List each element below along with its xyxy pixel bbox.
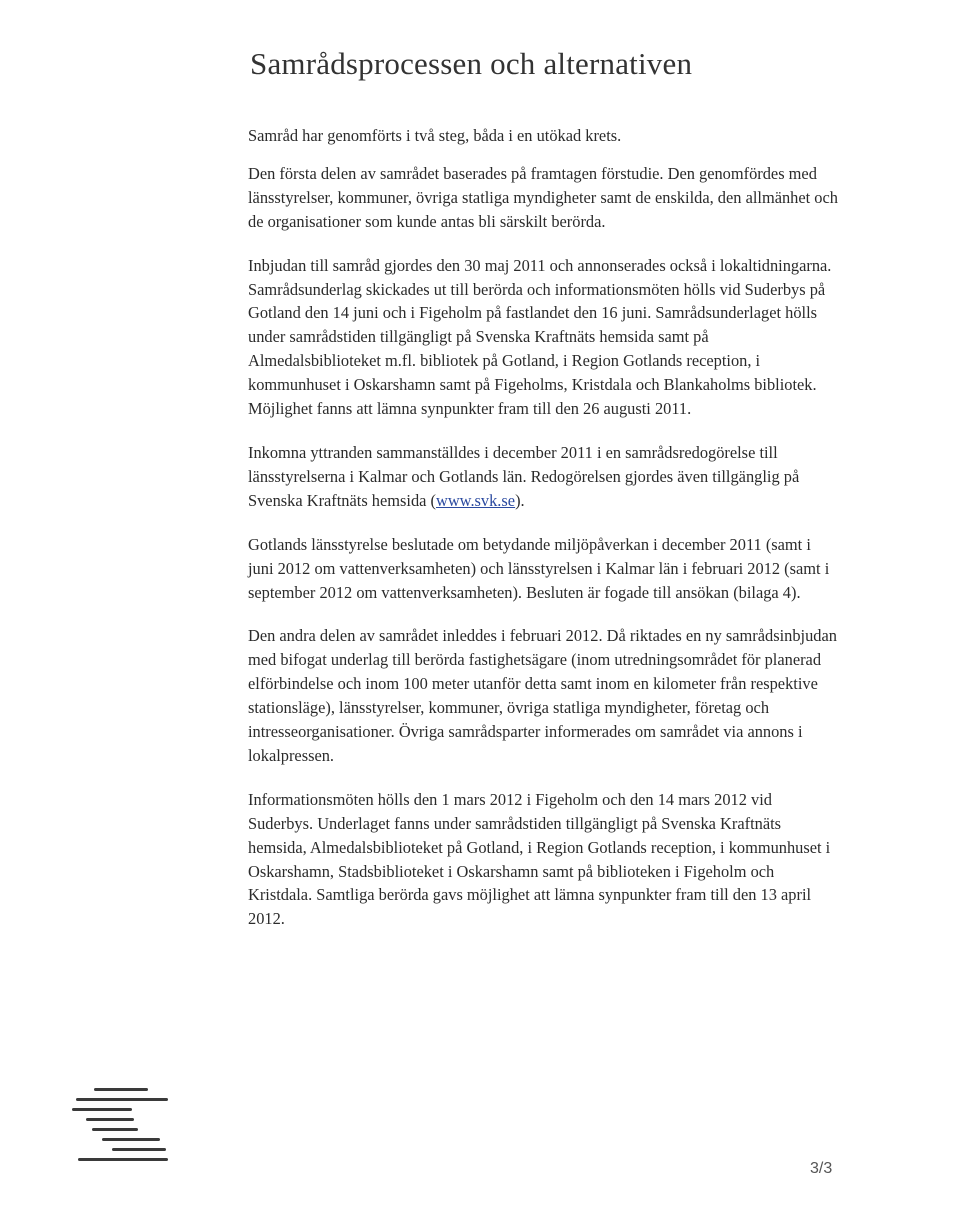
paragraph: Informationsmöten hölls den 1 mars 2012 i Figeholm och den 14 mars 2012 vid Suderbys. Underlaget fanns under samrådstiden tillgängligt på Svenska Kraftnäts hemsida, Almedalsbiblioteket på Gotland, i Region Gotlands reception, i kommunhuset i Oskarshamn, Stadsbiblioteket i Oskarshamn samt på biblioteken i Figeholm och Kristdala. Samtliga berörda gavs möjlighet att lämna synpunkter fram till den 13 april 2012.: [248, 789, 831, 929]
paragraph: Den andra delen av samrådet inleddes i februari 2012. Då riktades en ny samrådsinbjudan med bifogat underlag till berörda fastighetsägare (inom utredningsområdet för planerad elförbindelse och inom 100 meter utanför detta samt inom en kilometer från respektive stationsläge), länsstyrelser, kommuner, övriga statliga myndigheter, företag och intresseorganisationer. Övriga samrådsparter informerades om samrådet via annons i lokalpressen.: [248, 626, 837, 765]
paragraph-text: ).: [515, 490, 525, 510]
paragraph: Gotlands länsstyrelse beslutade om betydande miljöpåverkan i december 2011 (samt i juni 2012 om vattenverksamheten) och länsstyrelsen i Kalmar län i februari 2012 (samt i september 2012 om vattenverksamheten). Besluten är fogade till ansökan (bilaga 4).: [248, 534, 830, 602]
page-number: 3/3: [810, 1160, 833, 1177]
paragraph: Samråd har genomförts i två steg, båda i en utökad krets.: [248, 126, 622, 145]
svenska-kraftnat-logo-icon: [72, 1088, 172, 1170]
svk-website-link[interactable]: www.svk.se: [436, 490, 516, 510]
paragraph-text: Inkomna yttranden sammanställdes i december 2011 i en samrådsredogörelse till länsstyrelserna i Kalmar och Gotlands län. Redogörelsen gjordes även tillgänglig på Svenska Kraftnäts hemsida (: [248, 442, 800, 510]
paragraph: Den första delen av samrådet baserades på framtagen förstudie. Den genomfördes med länsstyrelser, kommuner, övriga statliga myndigheter samt de enskilda, den allmänhet och de organisationer som kunde antas bli särskilt berörda.: [248, 163, 838, 231]
paragraph: Inbjudan till samråd gjordes den 30 maj 2011 och annonserades också i lokaltidningarna. Samrådsunderlag skickades ut till berörda och informationsmöten hölls vid Suderbys på Gotland den 14 juni och i Figeholm på fastlandet den 16 juni. Samrådsunderlaget hölls under samrådstiden tillgängligt på Svenska Kraftnäts hemsida samt på Almedalsbiblioteket m.fl. bibliotek på Gotland, i Region Gotlands reception, i kommunhuset i Oskarshamn samt på Figeholms, Kristdala och Blankaholms bibliotek. Möjlighet fanns att lämna synpunkter fram till den 26 augusti 2011.: [248, 255, 832, 419]
document-body: [248, 124, 838, 951]
page-title: Samrådsprocessen och alternativen: [250, 46, 693, 81]
paragraph: [248, 441, 838, 513]
